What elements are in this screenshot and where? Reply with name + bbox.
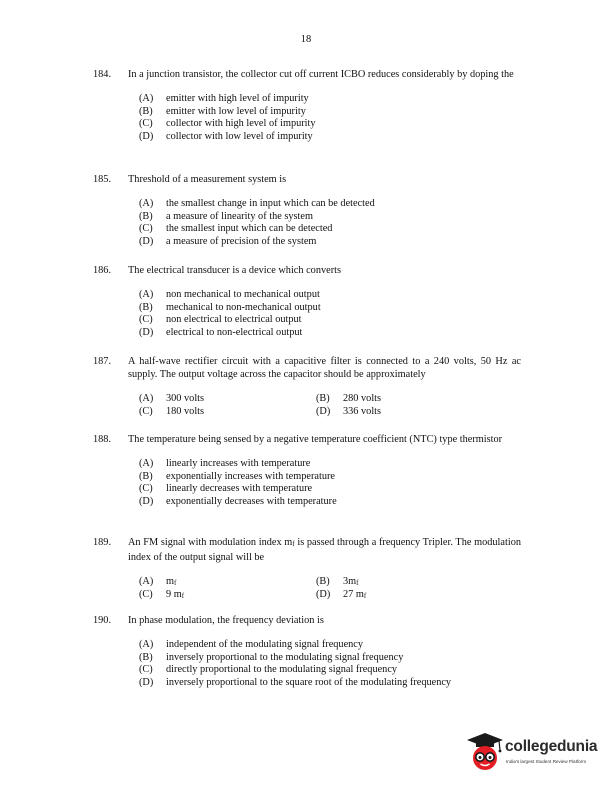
question-text: The temperature being sensed by a negative temperature coefficient (NTC) type thermistor xyxy=(128,434,503,445)
question-189 xyxy=(93,536,521,601)
option-b: (B) inversely proportional to the modulating signal frequency xyxy=(139,651,404,663)
options-list xyxy=(139,458,521,508)
page-number: 18 xyxy=(300,34,312,45)
question-text: Threshold of a measurement system is xyxy=(128,174,287,185)
option-d: (D) collector with low level of impurity xyxy=(139,130,313,142)
option-b: (B) exponentially increases with temperature xyxy=(139,470,335,482)
question-190 xyxy=(93,614,521,689)
options-list xyxy=(139,93,521,143)
option-d: (D) inversely proportional to the square root of the modulating frequency xyxy=(139,676,452,688)
question-186 xyxy=(93,264,521,339)
question-number: 185. xyxy=(93,174,112,185)
question-number: 187. xyxy=(93,356,112,367)
option-d: (D) 27 $m_f$ xyxy=(316,588,367,600)
question-number: 190. xyxy=(93,615,112,626)
option-d: (D) electrical to non-electrical output xyxy=(139,326,303,338)
option-d: (D) a measure of precision of the system xyxy=(139,235,317,247)
option-a: (A) non mechanical to mechanical output xyxy=(139,289,320,300)
options-list xyxy=(139,639,521,689)
question-text: A half-wave rectifier circuit with a capacitive filter is connected to a 240 volts, 50 Hz ac supply. The output voltage across the capacitor should be approximately xyxy=(128,356,521,380)
option-b: (B) a measure of linearity of the system xyxy=(139,210,313,222)
logo-wordmark: collegedunia xyxy=(505,738,598,755)
option-a: (A) linearly increases with temperature xyxy=(139,458,311,469)
option-c: (C) non electrical to electrical output xyxy=(139,314,302,325)
question-184 xyxy=(93,68,521,143)
options-grid xyxy=(139,576,521,601)
option-a: (A) the smallest change in input which can be detected xyxy=(139,198,375,209)
options-list xyxy=(139,289,521,339)
option-a: (A) independent of the modulating signal frequency xyxy=(139,639,364,650)
option-a: (A) $m_f$ xyxy=(139,576,177,587)
question-number: 189. xyxy=(93,537,112,548)
option-d: (D) exponentially decreases with temperature xyxy=(139,495,337,507)
option-b: (B) $3m_f$ xyxy=(316,576,359,587)
option-d: (D) 336 volts xyxy=(316,405,382,417)
option-a: (A) 300 volts xyxy=(139,393,205,404)
graduate-mascot-icon xyxy=(463,730,505,774)
option-c: (C) the smallest input which can be detected xyxy=(139,223,333,234)
option-b: (B) 280 volts xyxy=(316,393,382,404)
question-185 xyxy=(93,173,521,248)
question-number: 188. xyxy=(93,434,112,445)
option-b: (B) mechanical to non-mechanical output xyxy=(139,301,321,313)
option-c: (C) directly proportional to the modulating signal frequency xyxy=(139,664,398,675)
option-c: (C) linearly decreases with temperature xyxy=(139,483,313,494)
question-number: 186. xyxy=(93,265,112,276)
question-text: The electrical transducer is a device which converts xyxy=(128,265,341,276)
options-grid xyxy=(139,393,521,418)
option-a: (A) emitter with high level of impurity xyxy=(139,93,309,104)
question-text: In a junction transistor, the collector cut off current ICBO reduces considerably by doping the xyxy=(128,69,514,80)
option-b: (B) emitter with low level of impurity xyxy=(139,105,306,117)
question-188 xyxy=(93,433,521,508)
logo-tagline: India's largest Student Review Platform xyxy=(506,759,587,764)
question-number: 184. xyxy=(93,69,112,80)
question-187 xyxy=(93,355,521,418)
option-c: (C) 9 $m_f$ xyxy=(139,588,185,600)
question-text: In phase modulation, the frequency deviation is xyxy=(128,615,324,626)
question-text: An FM signal with modulation index $m_f$ is passed through a frequency Tripler. The modulation index of the output signal will be xyxy=(128,537,522,563)
option-c: (C) 180 volts xyxy=(139,405,205,417)
collegedunia-logo xyxy=(463,730,603,780)
options-list xyxy=(139,198,521,248)
option-c: (C) collector with high level of impurity xyxy=(139,118,316,129)
